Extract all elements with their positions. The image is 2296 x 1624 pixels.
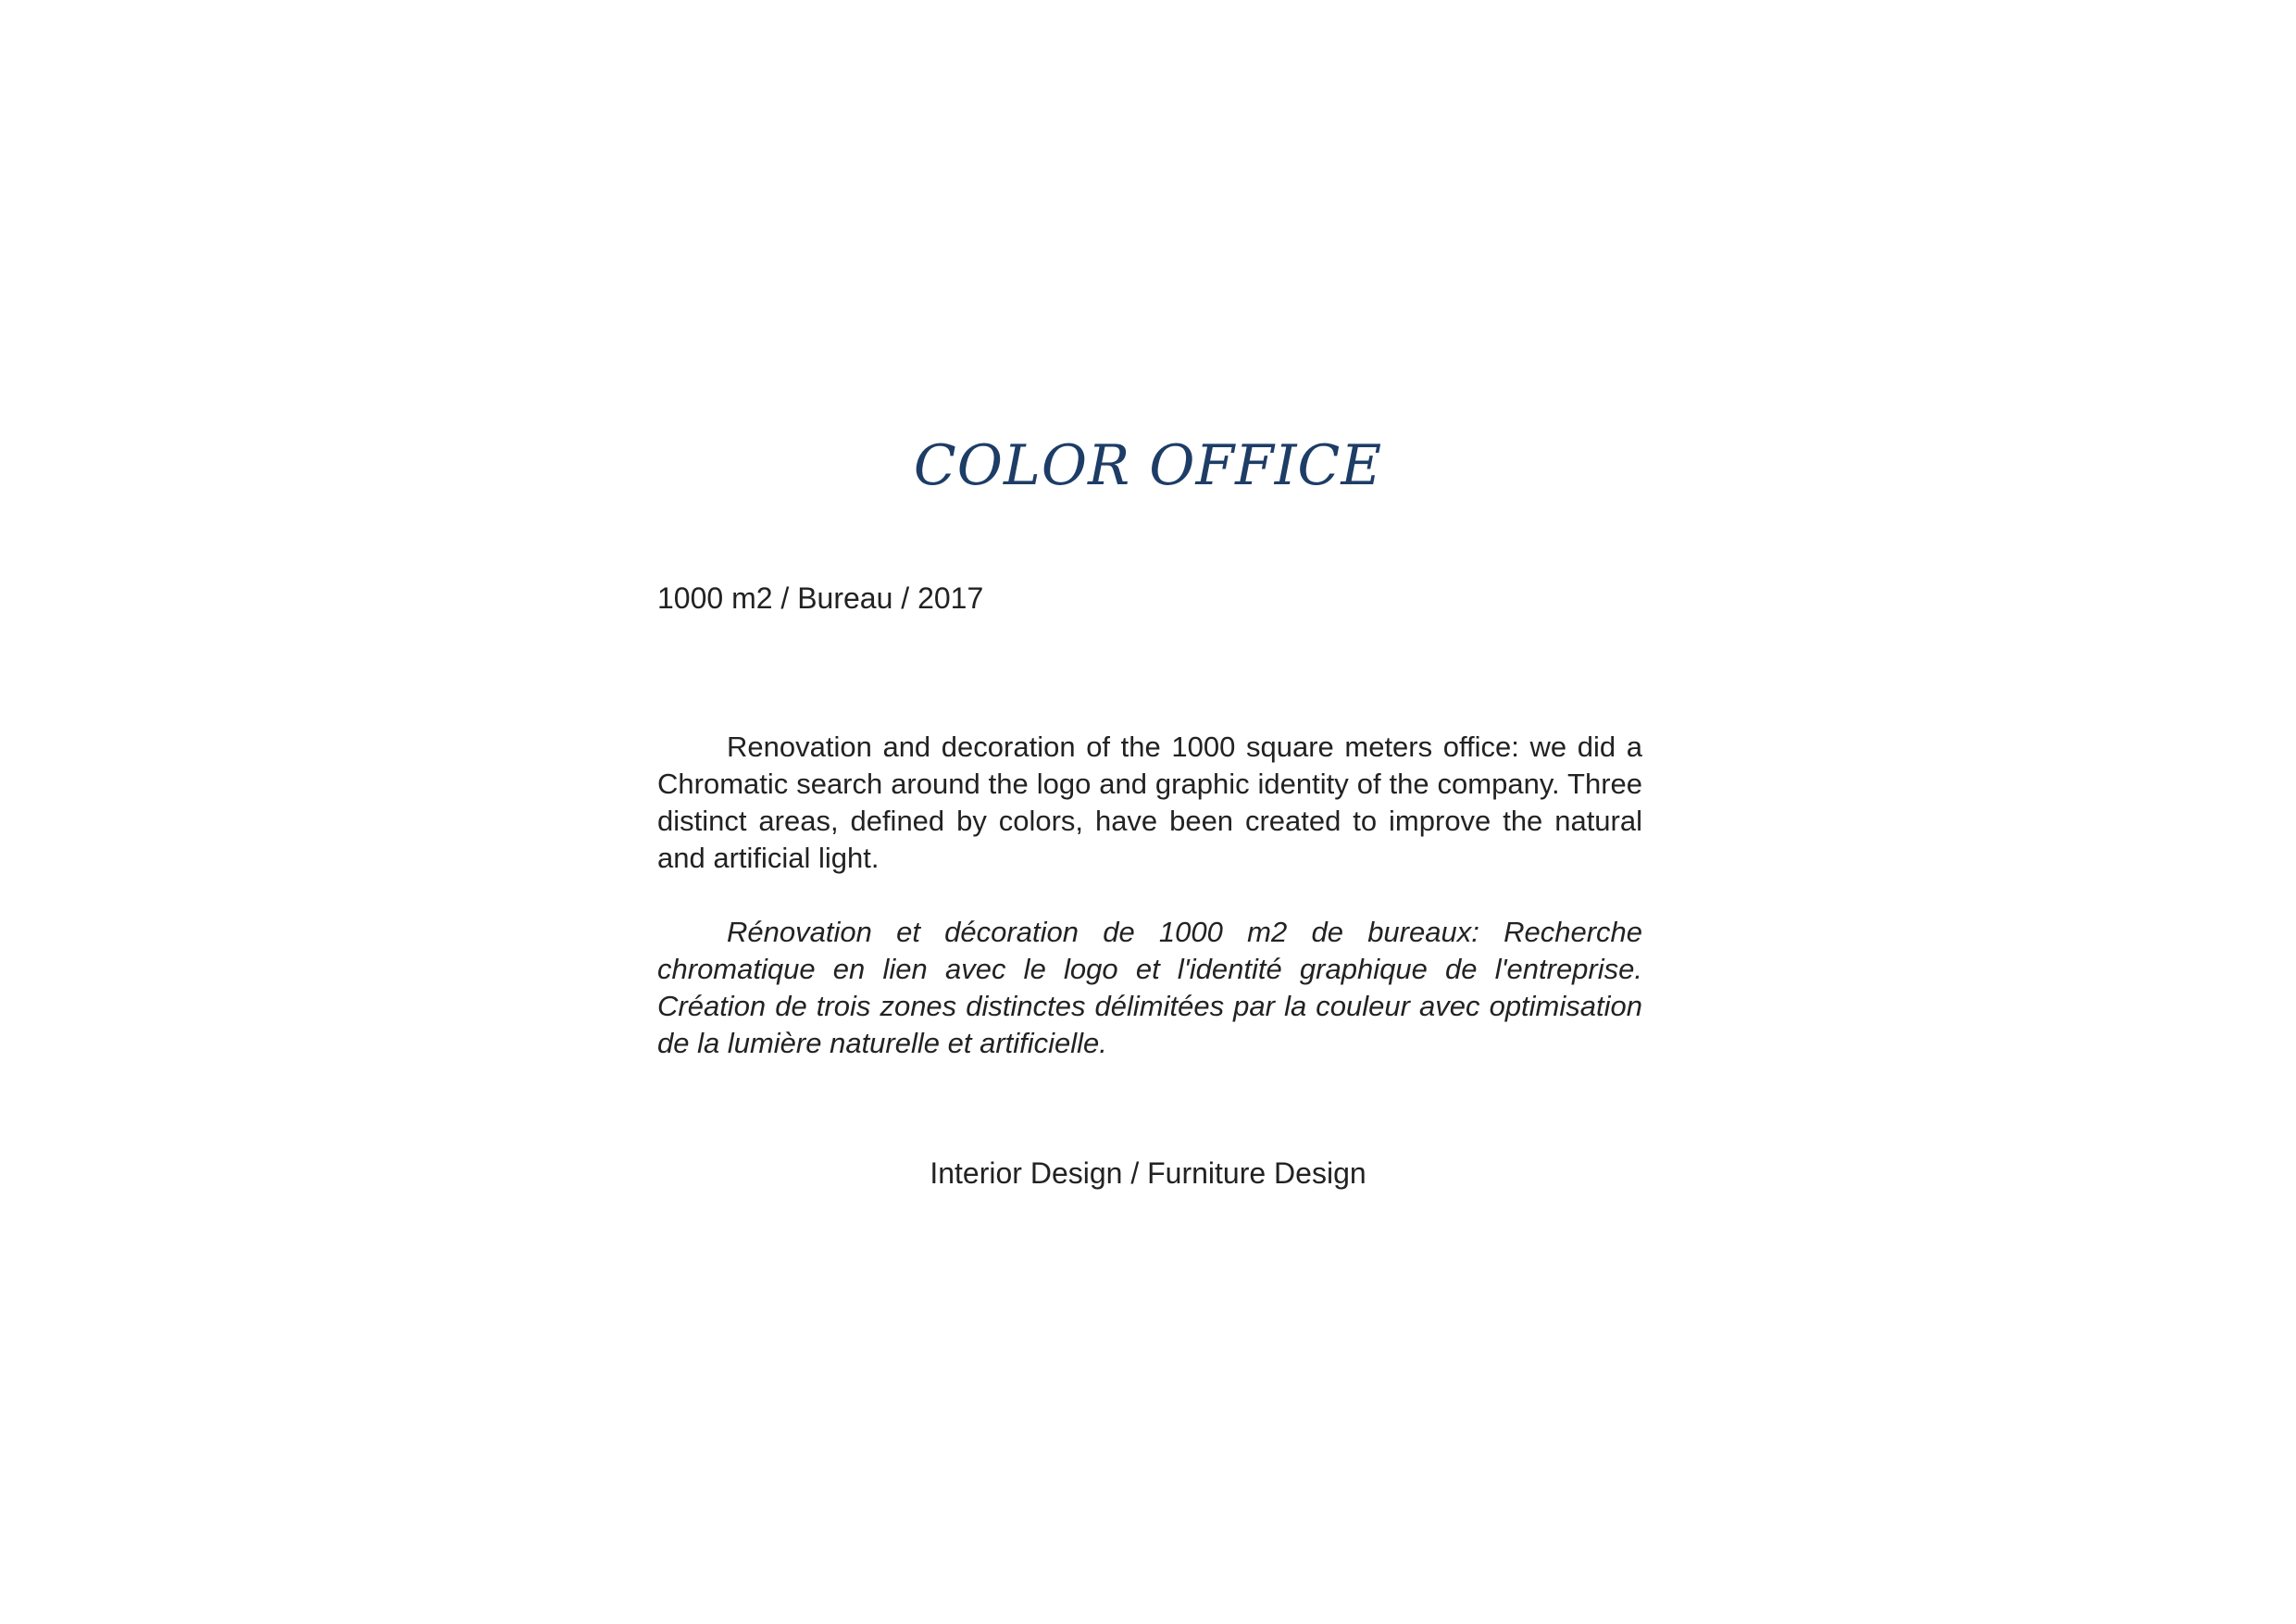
description-english: Renovation and decoration of the 1000 square meters office: we did a Chromatic search around the logo and graphic identity of the company. Three distinct areas, defined by colors, have been created to improve the natural and artificial light.	[657, 731, 1642, 874]
description-french: Rénovation et décoration de 1000 m2 de bureaux: Recherche chromatique en lien avec le logo et l'identité graphique de l'entreprise. Création de trois zones distinctes délimitées par la couleur avec optimisation de la lumière naturelle et artificielle.	[657, 916, 1642, 1059]
design-disciplines: Interior Design / Furniture Design	[930, 1156, 1366, 1190]
project-meta: 1000 m2 / Bureau / 2017	[657, 581, 984, 615]
page-title: COLOR OFFICE	[913, 433, 1383, 498]
